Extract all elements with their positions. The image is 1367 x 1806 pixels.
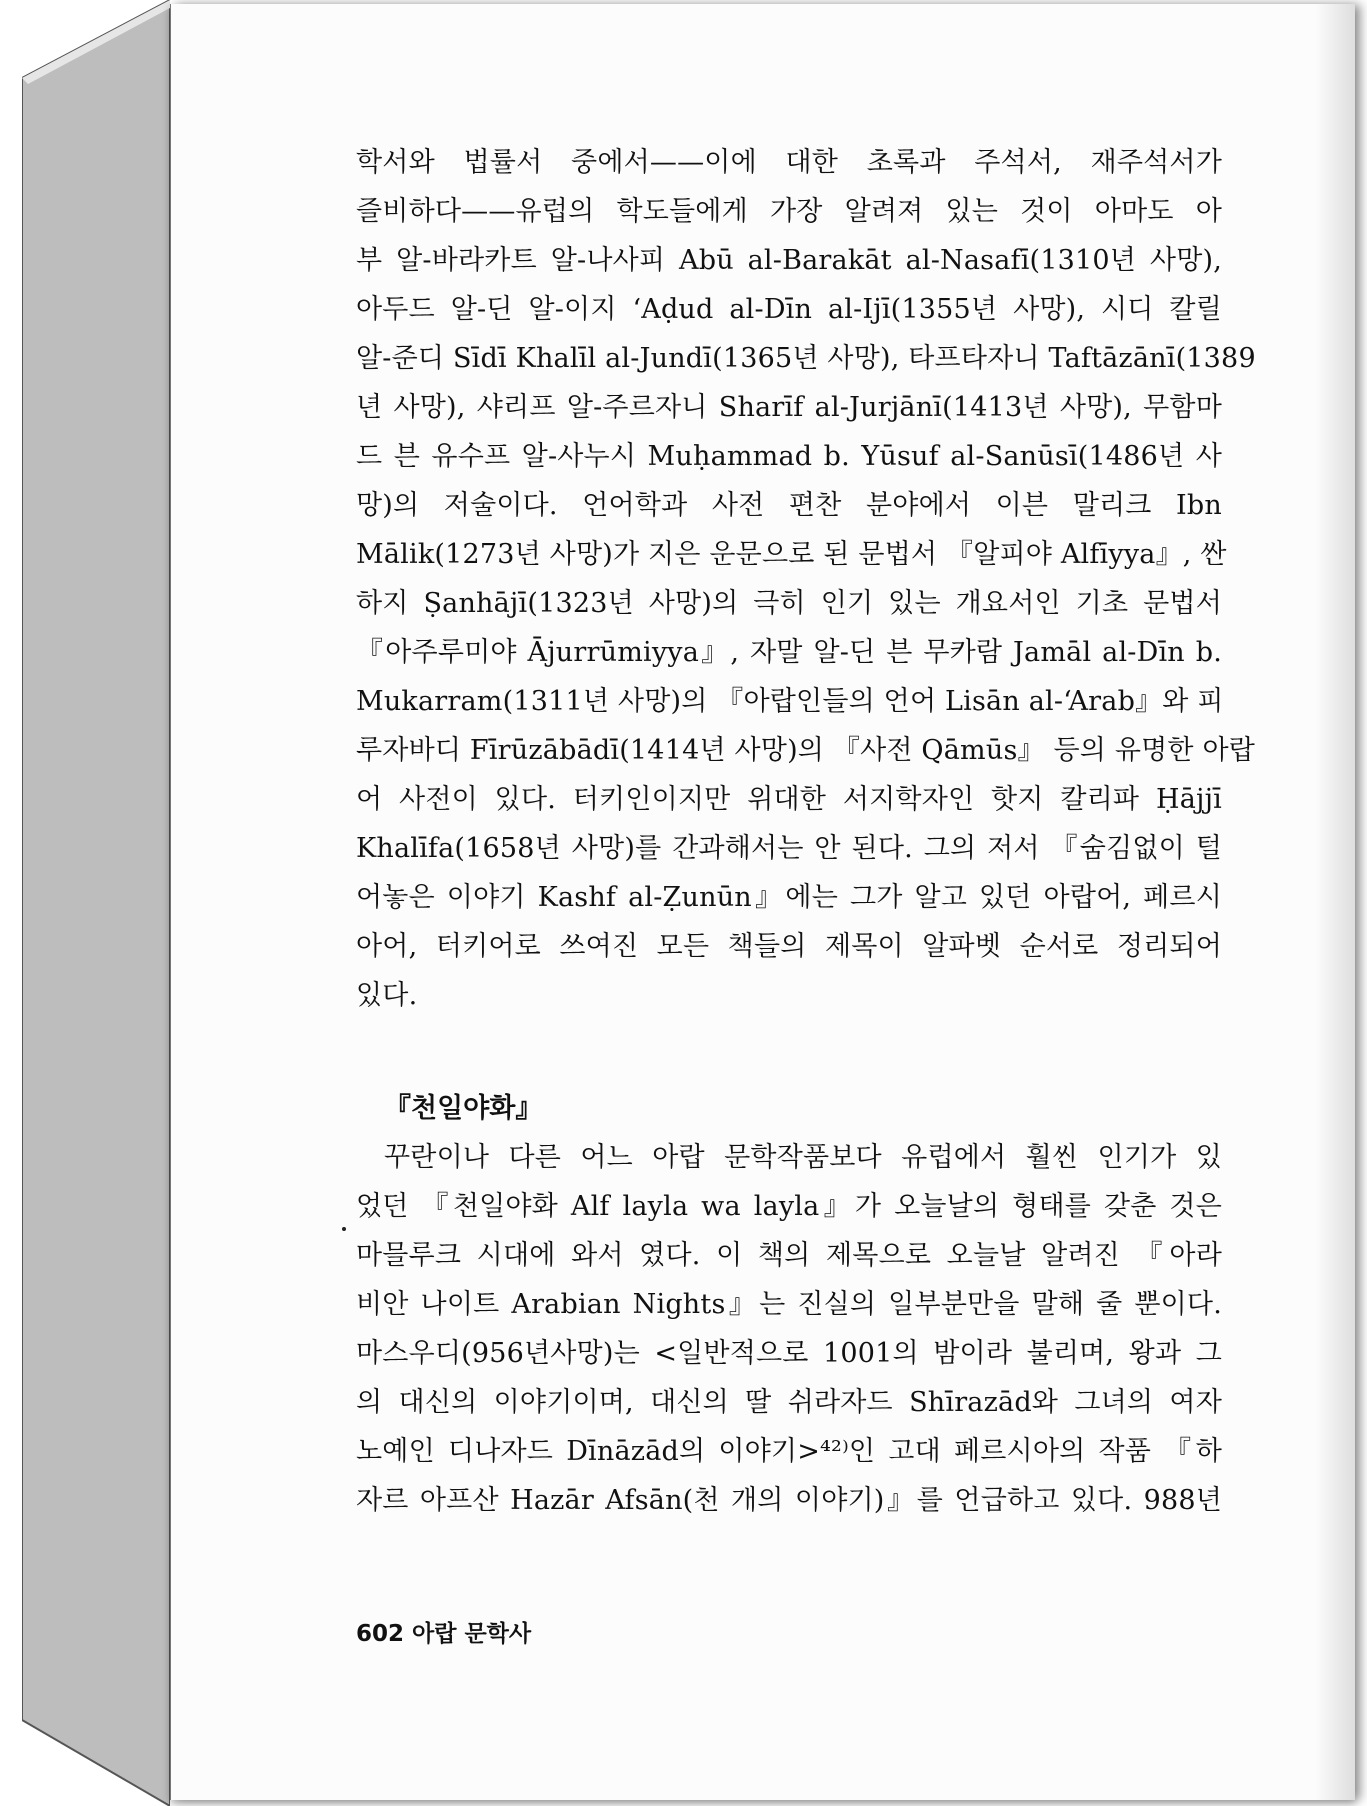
- stray-ink-dot: [342, 1227, 346, 1231]
- text-line: 『아주루미야 Ājurrūmiyya』, 자말 알-딘 븐 무카람 Jamāl al-Dīn b.: [356, 637, 1222, 668]
- text-line: Mukarram(1311년 사망)의 『아랍인들의 언어 Lisān al-‘Arab』와 피: [356, 686, 1224, 717]
- text-line: 어놓은 이야기 Kashf al-Ẓunūn』에는 그가 알고 있던 아랍어, 페르시: [356, 882, 1222, 913]
- text-line: 꾸란이나 다른 어느 아랍 문학작품보다 유럽에서 훨씬 인기가 있: [384, 1142, 1222, 1173]
- book-spine: [22, 0, 170, 1806]
- text-line: 부 알-바라카트 알-나사피 Abū al-Barakāt al-Nasafī(1310년 사망),: [356, 245, 1222, 276]
- text-line: 드 븐 유수프 알-사누시 Muḥammad b. Yūsuf al-Sanūsī(1486년 사: [356, 441, 1222, 472]
- section-heading: 『천일야화』: [384, 1093, 543, 1124]
- text-line: 년 사망), 샤리프 알-주르자니 Sharīf al-Jurjānī(1413년 사망), 무함마: [356, 392, 1222, 423]
- text-line: 마스우디(956년사망)는 <일반적으로 1001의 밤이라 불리며, 왕과 그: [356, 1338, 1222, 1369]
- page-footer: 602 아랍 문학사: [356, 1621, 532, 1647]
- text-line: 하지 Ṣanhājī(1323년 사망)의 극히 인기 있는 개요서인 기초 문법서: [356, 588, 1222, 619]
- text-line: 노예인 디나자드 Dīnāzād의 이야기>⁴²⁾인 고대 페르시아의 작품 『하: [356, 1436, 1222, 1467]
- text-line: 루자바디 Fīrūzābādī(1414년 사망)의 『사전 Qāmūs』 등의 유명한 아랍: [356, 735, 1256, 766]
- text-line: 마믈루크 시대에 와서 였다. 이 책의 제목으로 오늘날 알려진 『아라: [356, 1240, 1222, 1271]
- text-line: 알-준디 Sīdī Khalīl al-Jundī(1365년 사망), 타프타자니 Taftāzānī(1389: [356, 343, 1256, 374]
- text-line: 망)의 저술이다. 언어학과 사전 편찬 분야에서 이븐 말리크 Ibn: [356, 490, 1222, 521]
- text-line: 비안 나이트 Arabian Nights』는 진실의 일부분만을 말해 줄 뿐이다.: [356, 1289, 1222, 1320]
- text-line: Mālik(1273년 사망)가 지은 운문으로 된 문법서 『알피야 Alfīyya』, 싼: [356, 539, 1227, 570]
- text-line: 아어, 터키어로 쓰여진 모든 책들의 제목이 알파벳 순서로 정리되어: [356, 931, 1222, 962]
- text-line: 아두드 알-딘 알-이지 ‘Aḍud al-Dīn al-Ijī(1355년 사망), 시디 칼릴: [356, 294, 1222, 325]
- section-gap: [356, 1020, 1222, 1084]
- text-line: 어 사전이 있다. 터키인이지만 위대한 서지학자인 핫지 칼리파 Ḥājjī: [356, 784, 1222, 815]
- paragraph-2: [356, 1133, 1222, 1525]
- text-line: 자르 아프산 Hazār Afsān(천 개의 이야기)』를 언급하고 있다. 988년: [356, 1485, 1222, 1516]
- text-line: 학서와 법률서 중에서——이에 대한 초록과 주석서, 재주석서가: [356, 147, 1222, 178]
- body-text: [356, 138, 1256, 1525]
- paragraph-1: [356, 138, 1256, 1020]
- text-line: 었던 『천일야화 Alf layla wa layla』가 오늘날의 형태를 갖춘 것은: [356, 1191, 1222, 1222]
- text-line: Khalīfa(1658년 사망)를 간과해서는 안 된다. 그의 저서 『숨김없이 털: [356, 833, 1222, 864]
- text-line: 의 대신의 이야기이며, 대신의 딸 쉬라자드 Shīrazād와 그녀의 여자: [356, 1387, 1222, 1418]
- text-line: 즐비하다——유럽의 학도들에게 가장 알려져 있는 것이 아마도 아: [356, 196, 1222, 227]
- text-line: 있다.: [356, 980, 418, 1011]
